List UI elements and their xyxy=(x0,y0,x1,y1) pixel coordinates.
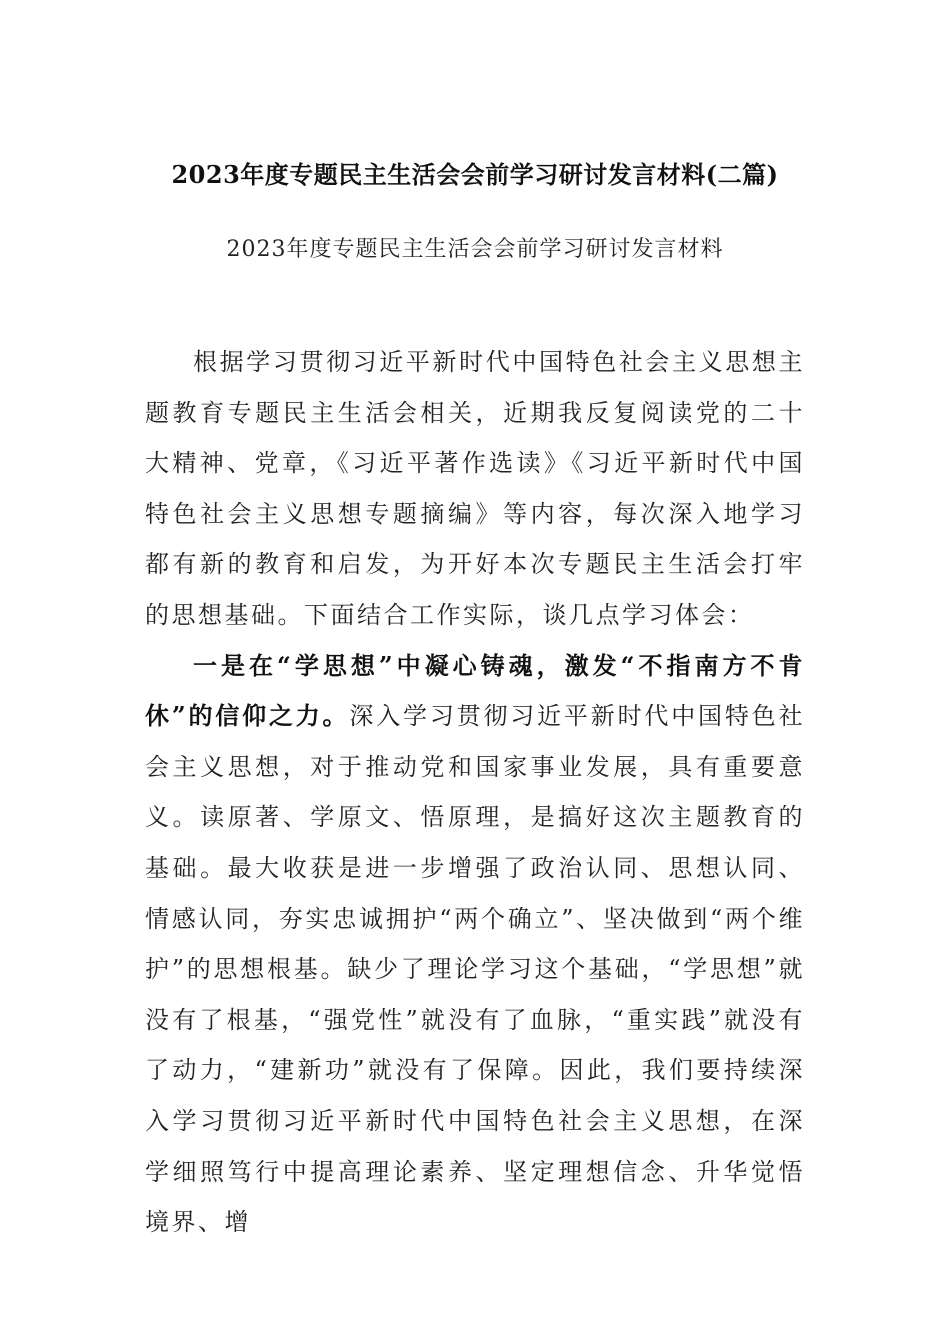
paragraph-intro xyxy=(145,337,805,641)
paragraph-point-one-text: 深入学习贯彻习近平新时代中国特色社会主义思想，对于推动党和国家事业发展，具有重要意义。读原著、学原文、悟原理，是搞好这次主题教育的基础。最大收获是进一步增强了政治认同、思想认同、情感认同，夯实忠诚拥护“两个确立”、坚决做到“两个维护”的思想根基。缺少了理论学习这个基础，“学思想”就没有了根基，“强党性”就没有了血脉，“重实践”就没有了动力，“建新功”就没有了保障。因此，我们要持续深入学习贯彻习近平新时代中国特色社会主义思想，在深学细照笃行中提高理论素养、坚定理想信念、升华觉悟境界、增 xyxy=(145,702,805,1237)
document-body xyxy=(145,337,805,1248)
paragraph-point-one-heading: 一是在“学思想”中凝心铸魂，激发“不指南方不肯休”的信仰之力。 xyxy=(145,650,805,731)
paragraph-intro-text: 根据学习贯彻习近平新时代中国特色社会主义思想主题教育专题民主生活会相关，近期我反复阅读党的二十大精神、党章，《习近平著作选读》《习近平新时代中国特色社会主义思想专题摘编》等内容，每次深入地学习都有新的教育和启发，为开好本次专题民主生活会打牢的思想基础。下面结合工作实际，谈几点学习体会： xyxy=(145,348,805,629)
document-subtitle: 2023年度专题民主生活会会前学习研讨发言材料 xyxy=(226,237,724,262)
document-title: 2023年度专题民主生活会会前学习研讨发言材料(二篇) xyxy=(171,160,779,189)
paragraph-point-one xyxy=(145,641,805,1248)
